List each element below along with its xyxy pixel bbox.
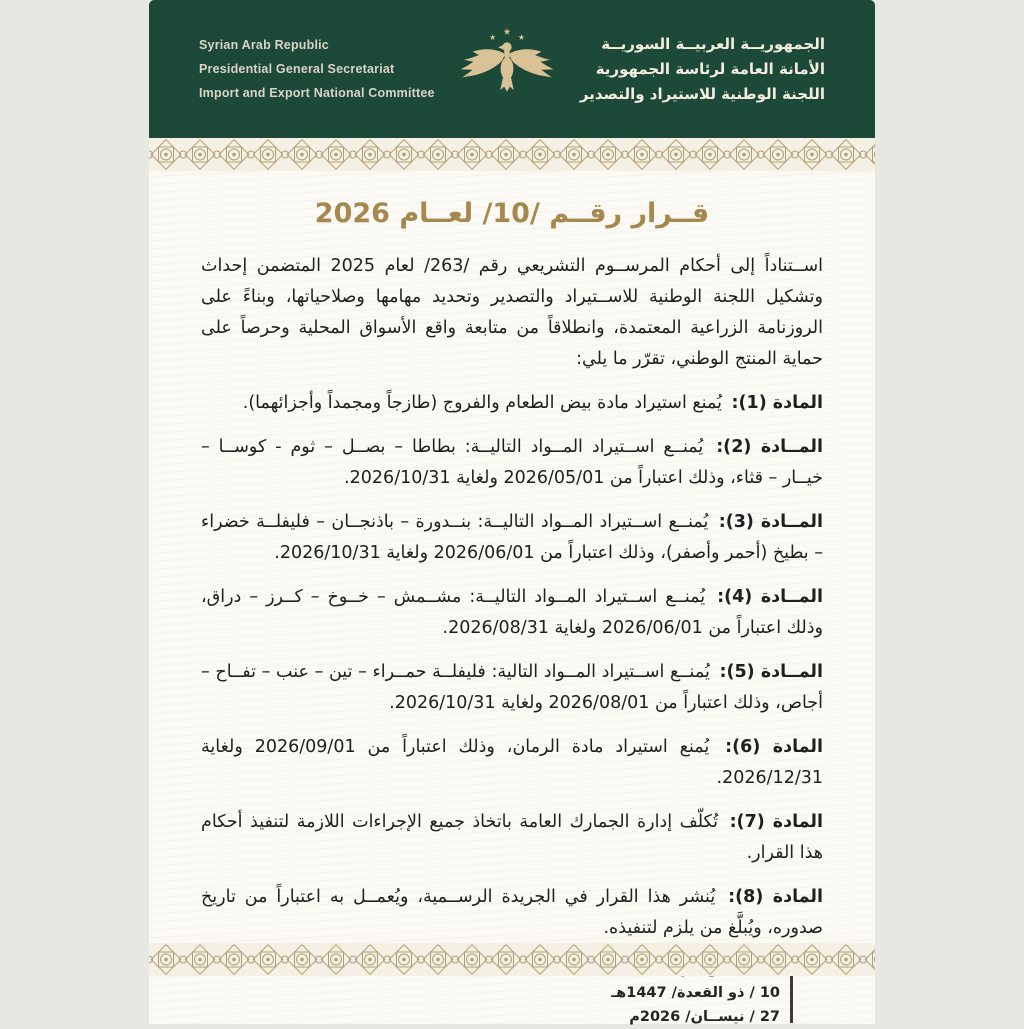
star-icon: [519, 34, 525, 40]
intro-paragraph: اســتناداً إلى أحكام المرســوم التشريعي رقم /263/ لعام 2025 المتضمن إحداث وتشكيل اللجنة الوطنية للاســتيراد والتصدير وتحديد مهامها وصلاحياتها، وبناءً على الروزنامة الزراعية المعتمدة، وانطلاقاً من متابعة واقع الأسواق المحلية وحرصاً على حماية المنتج الوطني، تقرّر ما يلي:: [201, 256, 823, 369]
article-3: [201, 507, 823, 569]
letterhead-arabic-block: [580, 32, 825, 107]
article-7-label: المادة (7):: [729, 812, 823, 832]
article-4-label: المــادة (4):: [717, 587, 823, 607]
article-5-text: يُمنــع اســتيراد المــواد التالية: فليفلــة حمــراء – تين – عنب – تفــاح – أجاص، وذلك اعتباراً من 2026/08/01 ولغاية 2026/10/31.: [201, 662, 823, 713]
letterhead-english-line: Syrian Arab Republic: [199, 38, 329, 52]
article-4-text: يُمنــع اســتيراد المــواد التاليــة: مشــمش – خــوخ – كــرز – دراق، وذلك اعتباراً من 2026/06/01 ولغاية 2026/08/31.: [201, 587, 823, 638]
article-3-text: يُمنــع اســتيراد المــواد التاليــة: بنــدورة – باذنجــان – فليفلــة خضراء – بطيخ (أحمر وأصفر)، وذلك اعتباراً من 2026/06/01 ولغاية 2026/10/31.: [201, 512, 823, 563]
star-icon: [490, 34, 496, 40]
letterhead-english-line: Presidential General Secretariat: [199, 62, 395, 76]
article-7: [201, 807, 823, 869]
letterhead-english-line: Import and Export National Committee: [199, 86, 435, 100]
article-8-label: المادة (8):: [728, 887, 823, 907]
signature-hijri-date: 10 / ذو القعدة/ 1447هـ: [611, 985, 780, 1001]
star-icon: [504, 28, 511, 35]
article-1: [201, 388, 823, 419]
article-1-label: المادة (1):: [731, 393, 823, 413]
article-5-label: المــادة (5):: [719, 662, 823, 682]
letterhead: [149, 0, 875, 138]
ornament-band-bottom: [149, 943, 875, 976]
article-5: [201, 657, 823, 719]
article-6-label: المادة (6):: [725, 737, 823, 757]
article-6-text: يُمنع استيراد مادة الرمان، وذلك اعتباراً من 2026/09/01 ولغاية 2026/12/31.: [201, 737, 823, 788]
article-2-label: المــادة (2):: [716, 437, 823, 457]
letterhead-arabic-line: الأمانة العامة لرئاسة الجمهورية: [595, 59, 825, 78]
letterhead-arabic-line: الجمهوريــة العربيــة السوريــة: [601, 34, 825, 53]
decree-document-page: [149, 0, 875, 1024]
article-3-label: المــادة (3):: [718, 512, 823, 532]
article-6: [201, 732, 823, 794]
article-8: [201, 882, 823, 944]
letterhead-arabic-line: اللجنة الوطنية للاستيراد والتصدير: [579, 84, 825, 103]
signature-gregorian-date: 27 / نيســان/ 2026م: [629, 1009, 780, 1025]
decree-body: [149, 171, 875, 1025]
article-8-text: يُنشر هذا القرار في الجريدة الرســمية، ويُعمــل به اعتباراً من تاريخ صدوره، ويُبلَّغ من يلزم لتنفيذه.: [201, 887, 823, 938]
article-2-text: يُمنــع اســتيراد المــواد التاليــة: بطاطا – بصــل – ثوم - كوســا – خيــار – قثاء، وذلك اعتباراً من 2026/05/01 ولغاية 2026/10/31.: [201, 437, 823, 488]
decree-title: قــرار رقــم /10/ لعــام 2026: [314, 198, 710, 229]
eagle-emblem-icon: [455, 24, 559, 114]
article-1-text: يُمنع استيراد مادة بيض الطعام والفروج (طازجاً ومجمداً وأجزائهما).: [242, 393, 722, 413]
article-7-text: تُكلّف إدارة الجمارك العامة باتخاذ جميع الإجراءات اللازمة لتنفيذ أحكام هذا القرار.: [201, 812, 823, 863]
article-4: [201, 582, 823, 644]
article-2: [201, 432, 823, 494]
letterhead-english-block: [199, 33, 435, 105]
ornament-band-top: [149, 138, 875, 171]
